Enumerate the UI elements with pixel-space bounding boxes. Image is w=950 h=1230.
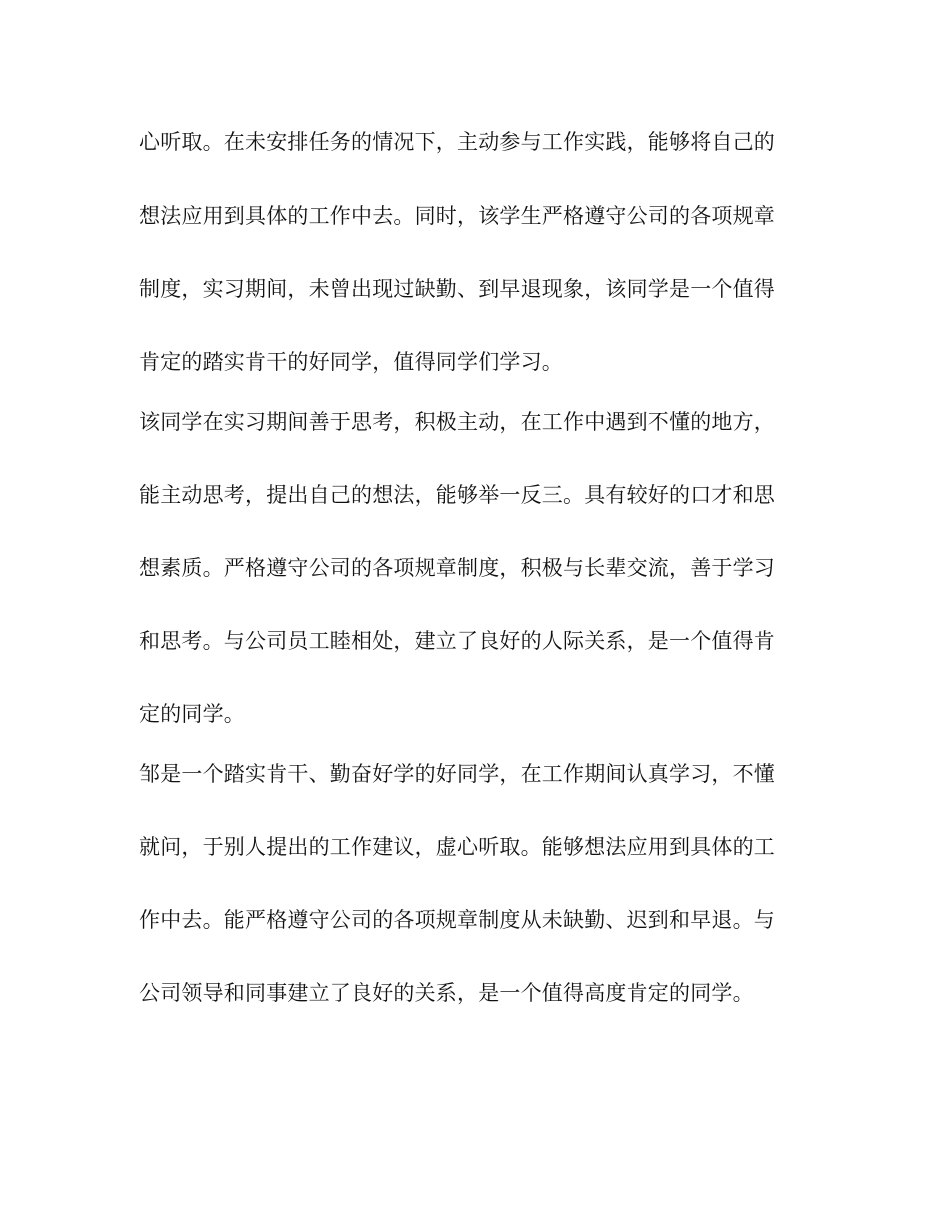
paragraph-2-line-3: 想素质。严格遵守公司的各项规章制度，积极与长辈交流，善于学习 [139, 556, 775, 580]
paragraph-1-line-4: 肯定的踏实肯干的好同学，值得同学们学习。 [139, 350, 563, 374]
paragraph-2-line-5: 定的同学。 [139, 702, 245, 726]
paragraph-2-line-2: 能主动思考，提出自己的想法，能够举一反三。具有较好的口才和思 [139, 483, 775, 507]
paragraph-1-line-2: 想法应用到具体的工作中去。同时，该学生严格遵守公司的各项规章 [139, 204, 775, 228]
paragraph-2-line-1: 该同学在实习期间善于思考，积极主动，在工作中遇到不懂的地方， [139, 410, 775, 434]
paragraph-3-line-2: 就问，于别人提出的工作建议，虚心听取。能够想法应用到具体的工 [139, 835, 775, 859]
paragraph-1-line-3: 制度，实习期间，未曾出现过缺勤、到早退现象，该同学是一个值得 [139, 277, 775, 301]
paragraph-3-line-1: 邹是一个踏实肯干、勤奋好学的好同学，在工作期间认真学习，不懂 [139, 762, 775, 786]
paragraph-2-line-4: 和思考。与公司员工睦相处，建立了良好的人际关系，是一个值得肯 [139, 629, 775, 653]
paragraph-3-line-3: 作中去。能严格遵守公司的各项规章制度从未缺勤、迟到和早退。与 [139, 908, 775, 932]
paragraph-1-line-1: 心听取。在未安排任务的情况下，主动参与工作实践，能够将自己的 [139, 130, 775, 154]
paragraph-3-line-4: 公司领导和同事建立了良好的关系，是一个值得高度肯定的同学。 [139, 981, 754, 1005]
